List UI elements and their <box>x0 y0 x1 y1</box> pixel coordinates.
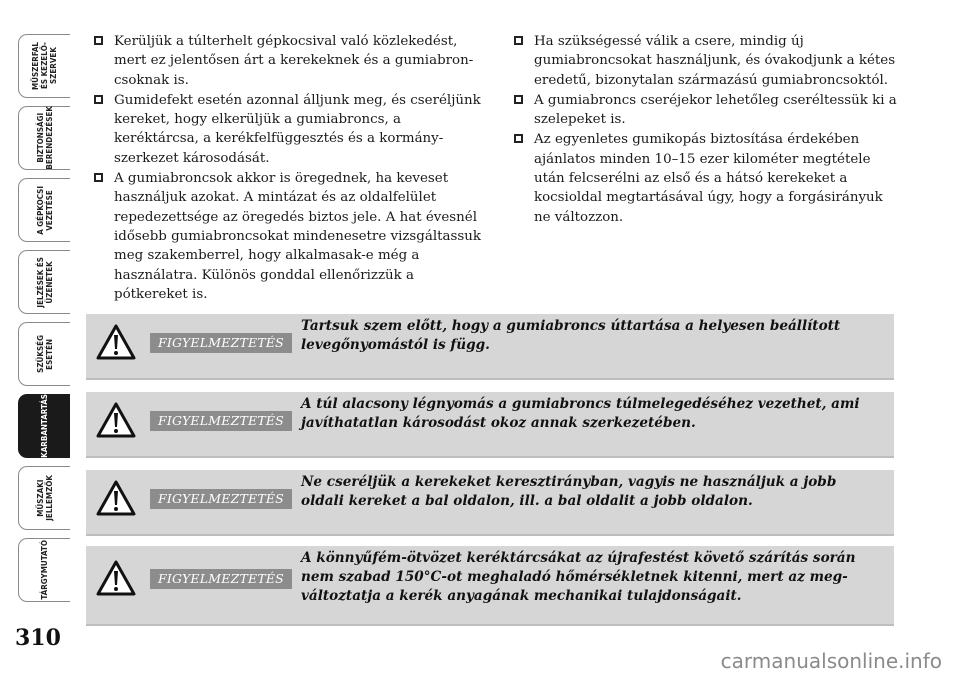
tab-targymutato[interactable] <box>18 538 70 602</box>
page-number: 310 <box>15 625 61 651</box>
warning-badge: FIGYELMEZTETÉS <box>150 333 292 353</box>
tab-muszaki-jellemzok[interactable] <box>18 466 70 530</box>
left-column <box>92 32 482 305</box>
tab-gepkocsi-vezetese[interactable] <box>18 178 70 242</box>
warning-badge: FIGYELMEZTETÉS <box>150 569 292 589</box>
warning-text: Ne cseréljük a kerekeket keresztirányban, vagyis ne használjuk a jobb oldali kereket a bal oldalon, ill. a bal oldalit a jobb oldalon. <box>301 474 837 509</box>
warning-badge: FIGYELMEZTETÉS <box>150 411 292 431</box>
tab-label: A GÉPKOCSI VEZETÉSE <box>35 185 54 235</box>
warning-triangle-icon <box>96 560 136 596</box>
watermark: carmanualsonline.info <box>720 649 942 673</box>
list-item: Kerüljük a túlterhelt gépkocsival való közlekedést, mert ez jelentősen árt a kerekeknek és a gumiabroncsoknak is. <box>92 32 482 90</box>
tab-biztonsagi[interactable] <box>18 106 70 170</box>
warning-triangle-icon <box>96 402 136 438</box>
list-item: Az egyenletes gumikopás biztosítása érdekében ajánlatos minden 10–15 ezer kilométer megtétele után felcserélni az első és a hátsó kerekeket a kocsioldal megtartásával úgy, hogy a forgásirányuk ne változzon. <box>512 130 902 226</box>
list-item: A gumiabroncs cseréjekor lehetőleg cseréltessük ki a szelepeket is. <box>512 91 902 130</box>
tab-muszerfal[interactable] <box>18 34 70 98</box>
warning-triangle-icon <box>96 324 136 360</box>
warning-box <box>86 470 894 536</box>
tab-label: MŰSZAKI JELLEMZŐK <box>35 475 54 521</box>
tab-label: TÁRGYMUTATÓ <box>40 540 49 600</box>
list-item: A gumiabroncsok akkor is öregednek, ha keveset használjuk azokat. A mintázat és az oldalfelület repedezettsége az öregedés biztos jele. A hat évesnél idősebb gumiabroncsokat mindenesetre vizsgáltassuk meg szakemberrel, hogy alkalmasak-e még a használatra. Különös gonddal ellenőrizzük a pótkereket is. <box>92 169 482 304</box>
warning-box <box>86 546 894 626</box>
warning-text: A könnyűfém-ötvözet keréktárcsákat az újrafestést követő szárítás során nem szabad 150°C-ot meghaladó hőmérsékletnek kitenni, mert az megváltoztatja a kerék anyagának mechanikai tulajdonságait. <box>301 550 856 604</box>
right-column <box>512 32 902 228</box>
list-item: Ha szükségessé válik a csere, mindig új gumiabroncsokat használjunk, és óvakodjunk a kétes eredetű, bizonytalan származású gumiabroncsoktól. <box>512 32 902 90</box>
warning-box <box>86 314 894 380</box>
tab-label: MŰSZERFAL ÉS KEZELŐ- SZERVEK <box>31 41 58 91</box>
tab-karbantartas[interactable] <box>18 394 70 458</box>
tab-label: JELZÉSEK ÉS ÜZENETEK <box>35 256 54 308</box>
tab-szukseg-eseten[interactable] <box>18 322 70 386</box>
tab-label: BIZTONSÁGI BERENDEZÉSEK <box>35 106 54 170</box>
tab-label: KARBANTARTÁS <box>40 394 49 458</box>
tab-jelzesek[interactable] <box>18 250 70 314</box>
warning-badge: FIGYELMEZTETÉS <box>150 489 292 509</box>
warning-text: Tartsuk szem előtt, hogy a gumiabroncs úttartása a helyesen beállított levegőnyomástól is függ. <box>301 318 841 353</box>
list-item: Gumidefekt esetén azonnal álljunk meg, és cseréljünk kereket, hogy elkerüljük a gumiabroncs, a keréktárcsa, a kerékfelfüggesztés és a kormányszerkezet károsodását. <box>92 91 482 168</box>
warning-box <box>86 392 894 458</box>
tab-label: SZÜKSÉG ESETÉN <box>35 335 54 373</box>
warning-text: A túl alacsony légnyomás a gumiabroncs túlmelegedéséhez vezethet, ami javíthatatlan károsodást okoz annak szerkezetében. <box>301 396 860 431</box>
warning-triangle-icon <box>96 480 136 516</box>
